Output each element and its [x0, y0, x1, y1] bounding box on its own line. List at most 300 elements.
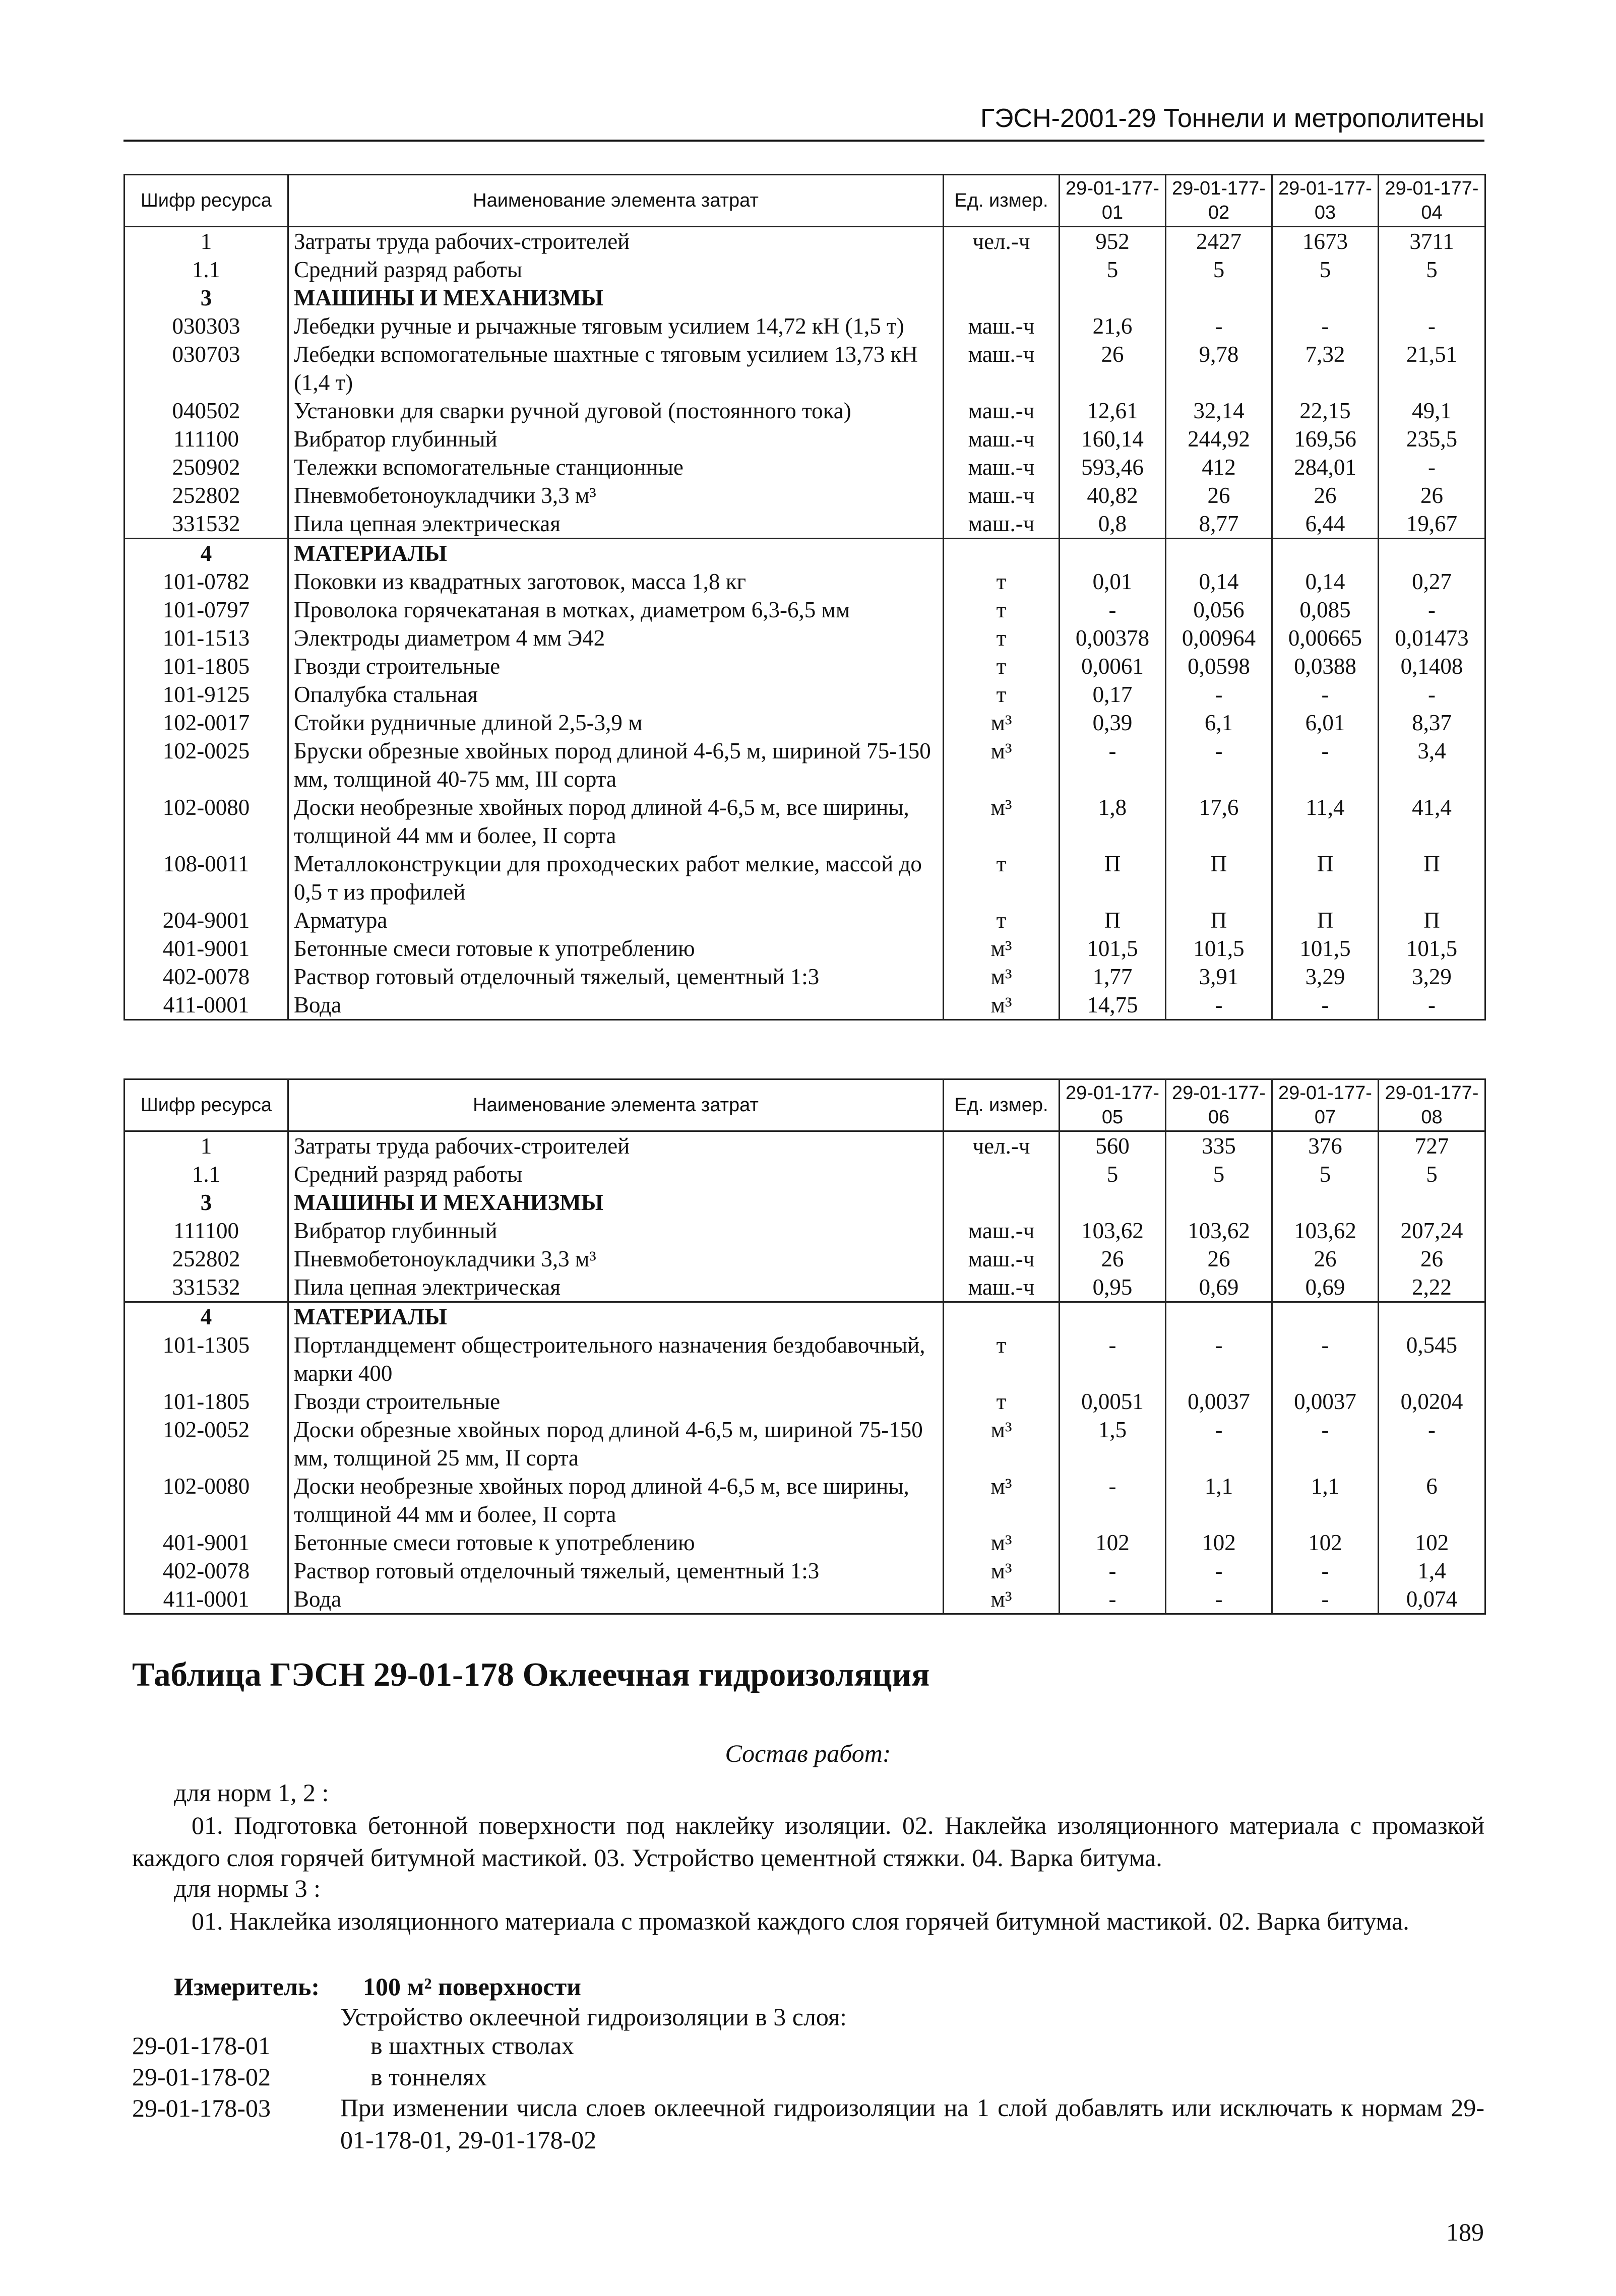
norm-value: 103,62 — [1272, 1217, 1379, 1245]
table-row — [125, 1188, 1485, 1217]
column-header: 29-01-177-01 — [1060, 175, 1166, 227]
norm-value: 3711 — [1379, 227, 1485, 256]
section-title: Таблица ГЭСН 29-01-178 Оклеечная гидроизоляция — [132, 1656, 930, 1693]
norm-value: 26 — [1166, 1245, 1272, 1273]
norm-value: - — [1060, 1585, 1166, 1614]
cost-element-name: Пневмобетоноукладчики 3,3 м³ — [288, 1245, 944, 1273]
resource-table-177-05-08 — [123, 1078, 1486, 1615]
unit-of-measure: маш.-ч — [944, 312, 1060, 340]
norm-value: 7,32 — [1272, 340, 1379, 397]
unit-of-measure — [944, 1160, 1060, 1188]
norm-value — [1060, 539, 1166, 568]
norm-value: - — [1060, 737, 1166, 793]
cost-element-name: Раствор готовый отделочный тяжелый, цементный 1:3 — [288, 963, 944, 991]
norm-value: 376 — [1272, 1131, 1379, 1161]
norm-value: - — [1379, 312, 1485, 340]
norm-value: П — [1060, 906, 1166, 934]
norm-code: 29-01-178-03 — [132, 2094, 271, 2122]
norm-value: 0,0037 — [1272, 1387, 1379, 1416]
norm-value: 0,085 — [1272, 596, 1379, 624]
norm-value — [1272, 539, 1379, 568]
norm-value — [1060, 284, 1166, 312]
unit-of-measure: т — [944, 567, 1060, 596]
unit-of-measure: маш.-ч — [944, 425, 1060, 453]
norm-value: 0,17 — [1060, 680, 1166, 709]
resource-code: 252802 — [125, 481, 288, 509]
norm-value: 560 — [1060, 1131, 1166, 1161]
norm-value: 0,0204 — [1379, 1387, 1485, 1416]
norm-value: 11,4 — [1272, 793, 1379, 850]
norm-value: - — [1272, 1416, 1379, 1472]
norm-description: в шахтных стволах — [370, 2031, 575, 2060]
norm-value: 102 — [1379, 1528, 1485, 1557]
norm-value: 12,61 — [1060, 397, 1166, 425]
unit-of-measure: м³ — [944, 1585, 1060, 1614]
norm-value: 207,24 — [1379, 1217, 1485, 1245]
measure-label: Измеритель: — [174, 1972, 320, 2001]
table-row — [125, 284, 1485, 312]
column-header: Ед. измер. — [944, 175, 1060, 227]
norm-value: 0,01 — [1060, 567, 1166, 596]
norm-value: - — [1060, 1472, 1166, 1528]
resource-code: 101-0797 — [125, 596, 288, 624]
unit-of-measure: м³ — [944, 991, 1060, 1020]
column-header: 29-01-177-04 — [1379, 175, 1485, 227]
norm-value: 101,5 — [1166, 934, 1272, 963]
norm-value: 101,5 — [1060, 934, 1166, 963]
norm-value: 6,01 — [1272, 709, 1379, 737]
norm-value: П — [1060, 850, 1166, 906]
resource-code: 101-1305 — [125, 1331, 288, 1387]
norm-value: 3,91 — [1166, 963, 1272, 991]
norm-value: 17,6 — [1166, 793, 1272, 850]
norm-value: 9,78 — [1166, 340, 1272, 397]
norm-value: 0,074 — [1379, 1585, 1485, 1614]
cost-element-name: Пила цепная электрическая — [288, 509, 944, 539]
resource-code: 102-0052 — [125, 1416, 288, 1472]
resource-table-177-01-04 — [123, 174, 1486, 1021]
table-row — [125, 1528, 1485, 1557]
column-header: 29-01-177-02 — [1166, 175, 1272, 227]
cost-element-name: Раствор готовый отделочный тяжелый, цементный 1:3 — [288, 1557, 944, 1585]
resource-code: 401-9001 — [125, 934, 288, 963]
norm-value: 3,29 — [1379, 963, 1485, 991]
unit-of-measure — [944, 256, 1060, 284]
cost-element-name: Бруски обрезные хвойных пород длиной 4-6,5 м, шириной 75-150 мм, толщиной 40-75 мм, III сорта — [288, 737, 944, 793]
norm-value: 284,01 — [1272, 453, 1379, 481]
norm-value: - — [1379, 991, 1485, 1020]
table-header-row — [125, 1079, 1485, 1131]
resource-code: 102-0080 — [125, 1472, 288, 1528]
norm-value: 727 — [1379, 1131, 1485, 1161]
table-row — [125, 1131, 1485, 1161]
table-row — [125, 340, 1485, 397]
cost-element-name: МАШИНЫ И МЕХАНИЗМЫ — [288, 1188, 944, 1217]
norm-value: 6,1 — [1166, 709, 1272, 737]
norm-value: 160,14 — [1060, 425, 1166, 453]
cost-element-name: Тележки вспомогательные станционные — [288, 453, 944, 481]
table-row — [125, 1416, 1485, 1472]
norm-value: 26 — [1272, 1245, 1379, 1273]
norm-value: 6,44 — [1272, 509, 1379, 539]
norm-value: 1,1 — [1272, 1472, 1379, 1528]
cost-element-name: Пила цепная электрическая — [288, 1273, 944, 1302]
norm-value: - — [1166, 680, 1272, 709]
norm-value: 244,92 — [1166, 425, 1272, 453]
table-row — [125, 312, 1485, 340]
norm-value: 1,8 — [1060, 793, 1166, 850]
table-row — [125, 425, 1485, 453]
column-header: Ед. измер. — [944, 1079, 1060, 1131]
norm-value — [1166, 1188, 1272, 1217]
cost-element-name: Бетонные смеси готовые к употреблению — [288, 934, 944, 963]
norm-value: 5 — [1166, 1160, 1272, 1188]
unit-of-measure: маш.-ч — [944, 1273, 1060, 1302]
norm-value: 0,01473 — [1379, 624, 1485, 652]
resource-code: 331532 — [125, 1273, 288, 1302]
unit-of-measure: т — [944, 652, 1060, 680]
cost-element-name: Средний разряд работы — [288, 1160, 944, 1188]
norm-value: 102 — [1166, 1528, 1272, 1557]
resource-code: 402-0078 — [125, 963, 288, 991]
norm-value: 0,0051 — [1060, 1387, 1166, 1416]
unit-of-measure: м³ — [944, 737, 1060, 793]
page-number: 189 — [1446, 2218, 1484, 2246]
norm-value — [1272, 284, 1379, 312]
norm-value: 21,51 — [1379, 340, 1485, 397]
cost-element-name: Проволока горячекатаная в мотках, диаметром 6,3-6,5 мм — [288, 596, 944, 624]
resource-code: 250902 — [125, 453, 288, 481]
norm-value: 0,1408 — [1379, 652, 1485, 680]
norm-value: 0,69 — [1166, 1273, 1272, 1302]
norm-value: 101,5 — [1272, 934, 1379, 963]
norm-value — [1379, 1302, 1485, 1331]
norm-value: 26 — [1166, 481, 1272, 509]
table-row — [125, 991, 1485, 1020]
norm-value: 0,39 — [1060, 709, 1166, 737]
norm-value: 3,29 — [1272, 963, 1379, 991]
resource-code: 204-9001 — [125, 906, 288, 934]
norm-value: 1,5 — [1060, 1416, 1166, 1472]
column-header: Наименование элемента затрат — [288, 1079, 944, 1131]
cost-element-name: МАТЕРИАЛЫ — [288, 1302, 944, 1331]
norm-value: 41,4 — [1379, 793, 1485, 850]
norm-value: 6 — [1379, 1472, 1485, 1528]
norm-value: - — [1272, 1557, 1379, 1585]
unit-of-measure: м³ — [944, 1528, 1060, 1557]
table-row — [125, 793, 1485, 850]
norm-value: - — [1166, 1557, 1272, 1585]
unit-of-measure: т — [944, 624, 1060, 652]
table-row — [125, 567, 1485, 596]
resource-code: 402-0078 — [125, 1557, 288, 1585]
table-row — [125, 1217, 1485, 1245]
table-row — [125, 850, 1485, 906]
table-row — [125, 737, 1485, 793]
norm-value: П — [1379, 850, 1485, 906]
norm-value: П — [1166, 906, 1272, 934]
unit-of-measure: т — [944, 1331, 1060, 1387]
resource-code: 101-0782 — [125, 567, 288, 596]
column-header: 29-01-177-07 — [1272, 1079, 1379, 1131]
cost-element-name: Затраты труда рабочих-строителей — [288, 227, 944, 256]
norm-value: 0,27 — [1379, 567, 1485, 596]
norm-value: 0,00964 — [1166, 624, 1272, 652]
resource-code: 101-1513 — [125, 624, 288, 652]
norm-value — [1060, 1302, 1166, 1331]
norm-code: 29-01-178-02 — [132, 2063, 271, 2091]
resource-code: 101-1805 — [125, 1387, 288, 1416]
norm-value: - — [1060, 596, 1166, 624]
cost-element-name: Вода — [288, 1585, 944, 1614]
resource-code: 252802 — [125, 1245, 288, 1273]
norm-3-text: 01. Наклейка изоляционного материала с промазкой каждого слоя горячей битумной мастикой. 02. Варка битума. — [192, 1907, 1409, 1935]
resource-code: 102-0025 — [125, 737, 288, 793]
resource-code: 108-0011 — [125, 850, 288, 906]
norm-value: 0,00665 — [1272, 624, 1379, 652]
cost-element-name: МАШИНЫ И МЕХАНИЗМЫ — [288, 284, 944, 312]
table-row — [125, 256, 1485, 284]
unit-of-measure: м³ — [944, 709, 1060, 737]
norms-1-2-text: 01. Подготовка бетонной поверхности под наклейку изоляции. 02. Наклейка изоляционного материала с промазкой каждого слоя горячей битумной мастикой. 03. Устройство цементной стяжки. 04. Варка битума. — [132, 1811, 1484, 1872]
norm-value: 593,46 — [1060, 453, 1166, 481]
cost-element-name: Средний разряд работы — [288, 256, 944, 284]
norm-value: П — [1272, 850, 1379, 906]
cost-element-name: Пневмобетоноукладчики 3,3 м³ — [288, 481, 944, 509]
norm-description: в тоннелях — [370, 2063, 487, 2091]
table-row — [125, 397, 1485, 425]
norm-value: - — [1166, 1585, 1272, 1614]
norm-value: 5 — [1060, 256, 1166, 284]
norm-value: 0,545 — [1379, 1331, 1485, 1387]
table-row — [125, 453, 1485, 481]
norm-value: 8,77 — [1166, 509, 1272, 539]
cost-element-name: Гвозди строительные — [288, 652, 944, 680]
norm-value: 26 — [1060, 1245, 1166, 1273]
cost-element-name: Стойки рудничные длиной 2,5-3,9 м — [288, 709, 944, 737]
table-row — [125, 1387, 1485, 1416]
resource-code: 4 — [125, 1302, 288, 1331]
norm-value — [1379, 284, 1485, 312]
norm-value: П — [1379, 906, 1485, 934]
norm-value: 5 — [1272, 256, 1379, 284]
norm-value: 0,14 — [1272, 567, 1379, 596]
resource-code: 3 — [125, 284, 288, 312]
norm-value: 0,8 — [1060, 509, 1166, 539]
norm-value: - — [1060, 1557, 1166, 1585]
unit-of-measure: маш.-ч — [944, 453, 1060, 481]
norm-value — [1379, 539, 1485, 568]
unit-of-measure: маш.-ч — [944, 1245, 1060, 1273]
norm-value: 5 — [1272, 1160, 1379, 1188]
unit-of-measure: м³ — [944, 934, 1060, 963]
table-row — [125, 1273, 1485, 1302]
norm-value: - — [1166, 1416, 1272, 1472]
norm-value: 102 — [1060, 1528, 1166, 1557]
norm-value: 0,0037 — [1166, 1387, 1272, 1416]
norm-code: 29-01-178-01 — [132, 2031, 271, 2060]
unit-of-measure: т — [944, 596, 1060, 624]
norm-value: - — [1060, 1331, 1166, 1387]
norm-value: - — [1379, 1416, 1485, 1472]
cost-element-name: Доски необрезные хвойных пород длиной 4-6,5 м, все ширины, толщиной 44 мм и более, II сорта — [288, 1472, 944, 1528]
norm-value: - — [1272, 312, 1379, 340]
table-row — [125, 963, 1485, 991]
cost-element-name: Опалубка стальная — [288, 680, 944, 709]
norm-value: 49,1 — [1379, 397, 1485, 425]
norm-value: 101,5 — [1379, 934, 1485, 963]
norm-value: - — [1379, 596, 1485, 624]
unit-of-measure: м³ — [944, 1472, 1060, 1528]
column-header: Шифр ресурса — [125, 175, 288, 227]
column-header: 29-01-177-08 — [1379, 1079, 1485, 1131]
unit-of-measure: м³ — [944, 793, 1060, 850]
norm-value: - — [1272, 680, 1379, 709]
norm-value: 0,0061 — [1060, 652, 1166, 680]
norm-value: 103,62 — [1166, 1217, 1272, 1245]
norm-value: 0,69 — [1272, 1273, 1379, 1302]
norm-value: 1673 — [1272, 227, 1379, 256]
norm-value: - — [1166, 991, 1272, 1020]
norm-value: 0,14 — [1166, 567, 1272, 596]
unit-of-measure: м³ — [944, 1557, 1060, 1585]
norm-value: 235,5 — [1379, 425, 1485, 453]
cost-element-name: Поковки из квадратных заготовок, масса 1,8 кг — [288, 567, 944, 596]
resource-code: 1.1 — [125, 256, 288, 284]
norm-value — [1379, 1188, 1485, 1217]
norm-value — [1272, 1302, 1379, 1331]
unit-of-measure — [944, 1302, 1060, 1331]
unit-of-measure: маш.-ч — [944, 340, 1060, 397]
norm-value: 169,56 — [1272, 425, 1379, 453]
norm-description: При изменении числа слоев оклеечной гидроизоляции на 1 слой добавлять или исключать к нормам 29-01-178-01, 29-01-178-02 — [340, 2093, 1484, 2154]
norm-value: 21,6 — [1060, 312, 1166, 340]
column-header: Шифр ресурса — [125, 1079, 288, 1131]
cost-element-name: Вода — [288, 991, 944, 1020]
norm-value: - — [1166, 312, 1272, 340]
resource-code: 411-0001 — [125, 1585, 288, 1614]
table-row — [125, 624, 1485, 652]
norm-value: 5 — [1166, 256, 1272, 284]
norm-value: - — [1379, 453, 1485, 481]
measure-value: 100 м² поверхности — [363, 1972, 581, 2001]
column-header: 29-01-177-05 — [1060, 1079, 1166, 1131]
resource-code: 411-0001 — [125, 991, 288, 1020]
unit-of-measure: маш.-ч — [944, 481, 1060, 509]
cost-element-name: Вибратор глубинный — [288, 1217, 944, 1245]
unit-of-measure — [944, 539, 1060, 568]
norm-value: 22,15 — [1272, 397, 1379, 425]
unit-of-measure — [944, 1188, 1060, 1217]
table-header-row — [125, 175, 1485, 227]
unit-of-measure: т — [944, 906, 1060, 934]
norm-value: 5 — [1379, 256, 1485, 284]
cost-element-name: Металлоконструкции для проходческих работ мелкие, массой до 0,5 т из профилей — [288, 850, 944, 906]
resource-code: 111100 — [125, 425, 288, 453]
unit-of-measure: маш.-ч — [944, 1217, 1060, 1245]
norm-value: 102 — [1272, 1528, 1379, 1557]
resource-code: 331532 — [125, 509, 288, 539]
table-row — [125, 1245, 1485, 1273]
norm-value: 412 — [1166, 453, 1272, 481]
resource-code: 030303 — [125, 312, 288, 340]
cost-element-name: Установки для сварки ручной дуговой (постоянного тока) — [288, 397, 944, 425]
unit-of-measure: чел.-ч — [944, 227, 1060, 256]
norm-value: 26 — [1060, 340, 1166, 397]
norm-value: 0,00378 — [1060, 624, 1166, 652]
resource-code: 102-0080 — [125, 793, 288, 850]
table-row — [125, 906, 1485, 934]
work-composition-heading: Состав работ: — [725, 1739, 891, 1767]
norm-value: 26 — [1272, 481, 1379, 509]
norm-value: 26 — [1379, 481, 1485, 509]
table-row — [125, 709, 1485, 737]
unit-of-measure: т — [944, 1387, 1060, 1416]
cost-element-name: Электроды диаметром 4 мм Э42 — [288, 624, 944, 652]
cost-element-name: Доски необрезные хвойных пород длиной 4-6,5 м, все ширины, толщиной 44 мм и более, II сорта — [288, 793, 944, 850]
unit-of-measure: чел.-ч — [944, 1131, 1060, 1161]
norm-value: 952 — [1060, 227, 1166, 256]
table-row — [125, 539, 1485, 568]
resource-code: 101-9125 — [125, 680, 288, 709]
table-row — [125, 596, 1485, 624]
codes-intro: Устройство оклеечной гидроизоляции в 3 слоя: — [340, 2003, 847, 2031]
norm-value: - — [1272, 991, 1379, 1020]
norm-value: - — [1166, 1331, 1272, 1387]
norm-value: - — [1272, 737, 1379, 793]
norm-value: 103,62 — [1060, 1217, 1166, 1245]
cost-element-name: Портландцемент общестроительного назначения бездобавочный, марки 400 — [288, 1331, 944, 1387]
norm-value: 1,77 — [1060, 963, 1166, 991]
norm-value: 2427 — [1166, 227, 1272, 256]
norm-3-label: для нормы 3 : — [174, 1874, 321, 1902]
resource-code: 111100 — [125, 1217, 288, 1245]
norm-value: 0,056 — [1166, 596, 1272, 624]
cost-element-name: МАТЕРИАЛЫ — [288, 539, 944, 568]
cost-element-name: Затраты труда рабочих-строителей — [288, 1131, 944, 1161]
norm-value: 1,4 — [1379, 1557, 1485, 1585]
unit-of-measure: м³ — [944, 963, 1060, 991]
table-row — [125, 1160, 1485, 1188]
table-row — [125, 652, 1485, 680]
norm-value: 3,4 — [1379, 737, 1485, 793]
table-row — [125, 1331, 1485, 1387]
table-row — [125, 1472, 1485, 1528]
column-header: Наименование элемента затрат — [288, 175, 944, 227]
norm-value: 14,75 — [1060, 991, 1166, 1020]
norms-1-2-label: для норм 1, 2 : — [174, 1778, 329, 1807]
column-header: 29-01-177-03 — [1272, 175, 1379, 227]
table-row — [125, 680, 1485, 709]
resource-code: 1.1 — [125, 1160, 288, 1188]
norm-value: П — [1272, 906, 1379, 934]
norm-value: - — [1272, 1585, 1379, 1614]
norm-value — [1166, 539, 1272, 568]
norm-value: П — [1166, 850, 1272, 906]
norm-value: 19,67 — [1379, 509, 1485, 539]
resource-code: 1 — [125, 1131, 288, 1161]
column-header: 29-01-177-06 — [1166, 1079, 1272, 1131]
norm-value: 5 — [1060, 1160, 1166, 1188]
norm-value: 40,82 — [1060, 481, 1166, 509]
resource-code: 401-9001 — [125, 1528, 288, 1557]
norm-value: 0,0598 — [1166, 652, 1272, 680]
table-row — [125, 481, 1485, 509]
table-row — [125, 1302, 1485, 1331]
norm-value: 26 — [1379, 1245, 1485, 1273]
unit-of-measure: маш.-ч — [944, 397, 1060, 425]
cost-element-name: Гвозди строительные — [288, 1387, 944, 1416]
